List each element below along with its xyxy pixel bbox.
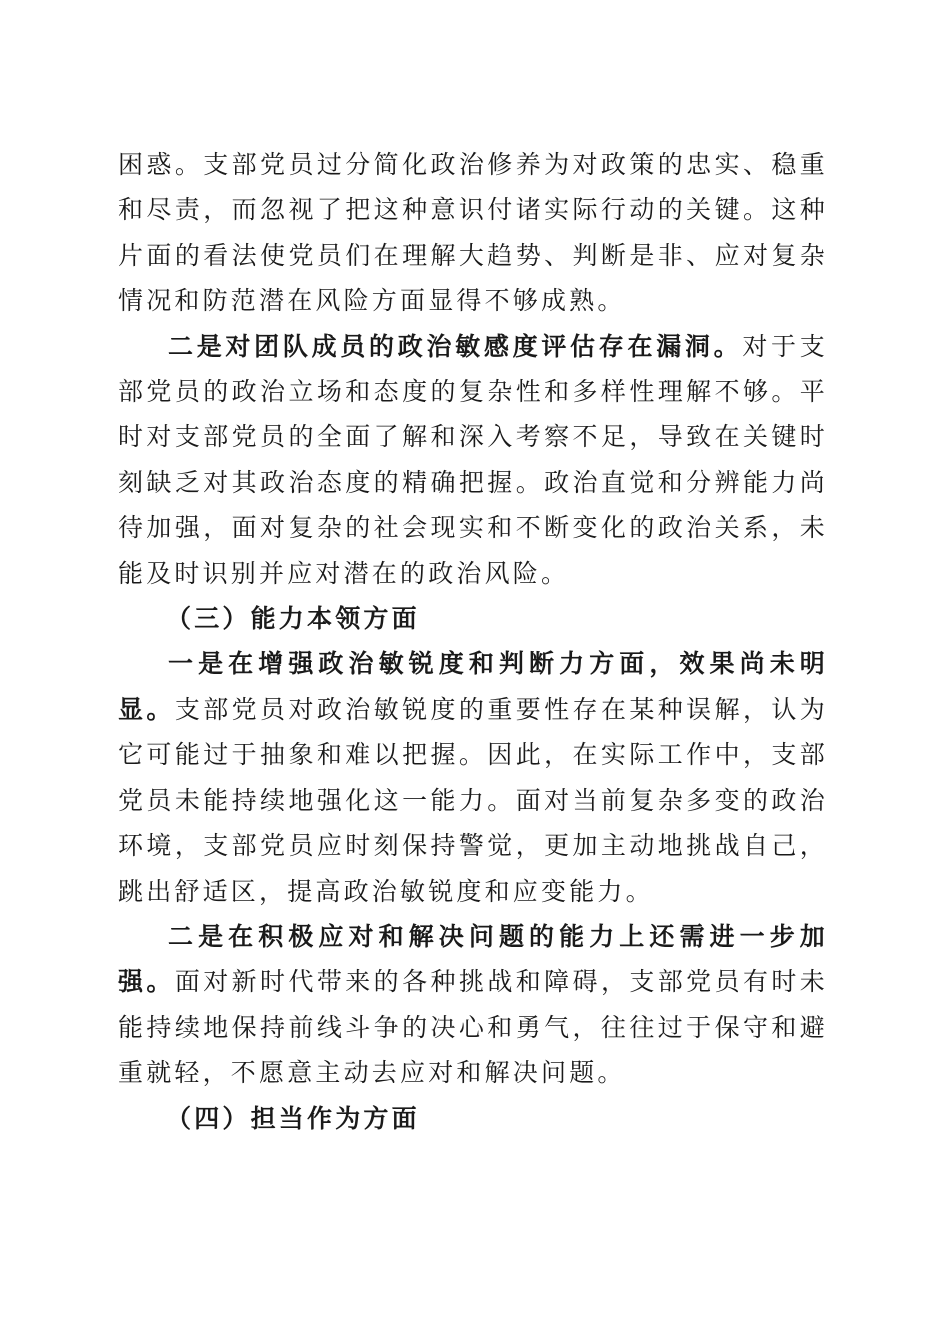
paragraph-text: 困惑。支部党员过分简化政治修养为对政策的忠实、稳重和尽责，而忽视了把这种意识付诸实际行动的关键。这种片面的看法使党员们在理解大趋势、判断是非、应对复杂情况和防范潜在风险方面显得不够成熟。 xyxy=(118,150,828,316)
paragraph-lead: 二是在积极应对和解决问题的能力上还需进一步加强。 xyxy=(118,921,828,997)
paragraph-problem-solving xyxy=(118,914,828,1096)
section-heading-capability: （三）能力本领方面 xyxy=(166,604,420,634)
paragraph-lead: 二是对团队成员的政治敏感度评估存在漏洞。 xyxy=(168,331,743,361)
paragraph-text: 对于支部党员的政治立场和态度的复杂性和多样性理解不够。平时对支部党员的全面了解和深入考察不足，导致在关键时刻缺乏对其政治态度的精确把握。政治直觉和分辨能力尚待加强，面对复杂的社会现实和不断变化的政治关系，未能及时识别并应对潜在的政治风险。 xyxy=(118,331,828,588)
paragraph-text: 支部党员对政治敏锐度的重要性存在某种误解，认为它可能过于抽象和难以把握。因此，在实际工作中，支部党员未能持续地强化这一能力。面对当前复杂多变的政治环境，支部党员应时刻保持警觉，更加主动地挑战自己，跳出舒适区，提高政治敏锐度和应变能力。 xyxy=(118,694,828,906)
document-body xyxy=(118,142,828,1141)
paragraph-team-political-sensitivity xyxy=(118,324,828,596)
paragraph-continuation xyxy=(118,142,828,324)
paragraph-lead: 一是在增强政治敏锐度和判断力方面，效果尚未明显。 xyxy=(118,649,828,724)
paragraph-political-acuity xyxy=(118,641,828,913)
paragraph-text: 面对新时代带来的各种挑战和障碍，支部党员有时未能持续地保持前线斗争的决心和勇气，往往过于保守和避重就轻，不愿意主动去应对和解决问题。 xyxy=(118,967,828,1088)
section-heading-responsibility: （四）担当作为方面 xyxy=(166,1103,420,1133)
